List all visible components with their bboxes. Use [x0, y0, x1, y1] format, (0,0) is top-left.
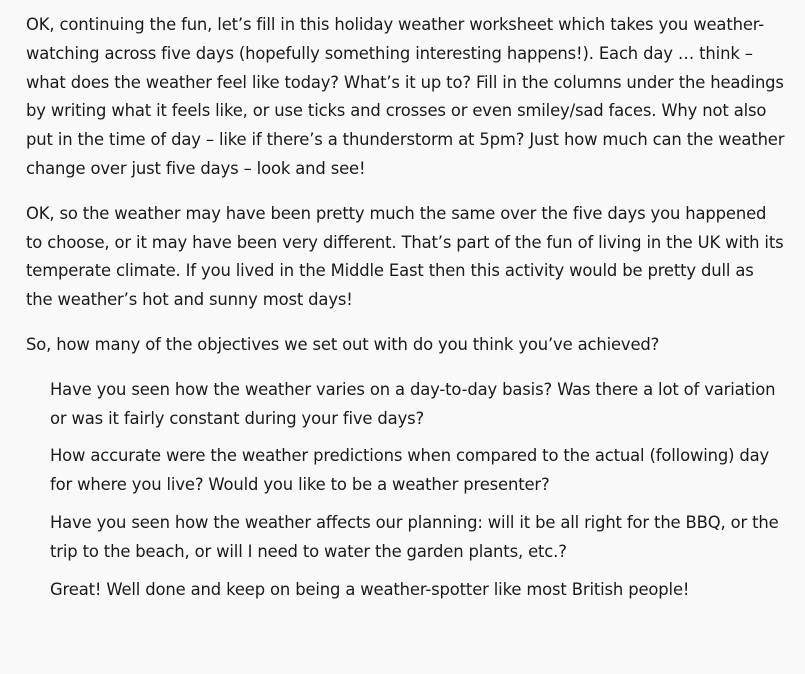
objective-item: How accurate were the weather predictions when compared to the actual (following) day for where you live? Would you like to be a weather presenter? — [50, 446, 770, 495]
climate-paragraph: OK, so the weather may have been pretty much the same over the five days you happened to choose, or it may have been very different. That’s part of the fun of living in the UK with its temperate climate. If you lived in the Middle East then this activity would be pretty dull as the weather’s hot and sunny most days! — [26, 203, 784, 310]
objectives-question: So, how many of the objectives we set out with do you think you’ve achieved? — [26, 334, 660, 354]
objectives-list — [26, 376, 785, 605]
closing-line: Great! Well done and keep on being a weather-spotter like most British people! — [50, 579, 690, 599]
objective-item: Have you seen how the weather affects our planning: will it be all right for the BBQ, or the trip to the beach, or will I need to water the garden plants, etc.? — [50, 512, 779, 561]
intro-paragraph: OK, continuing the fun, let’s fill in this holiday weather worksheet which takes you weather-watching across five days (hopefully something interesting happens!). Each day … think – what does the weather feel like today? What’s it up to? Fill in the columns under the headings by writing what it feels like, or use ticks and crosses or even smiley/sad faces. Why not also put in the time of day – like if there’s a thunderstorm at 5pm? Just how much can the weather change over just five days – look and see! — [26, 15, 785, 178]
objective-item: Have you seen how the weather varies on a day-to-day basis? Was there a lot of variation or was it fairly constant during your five days? — [50, 379, 776, 428]
